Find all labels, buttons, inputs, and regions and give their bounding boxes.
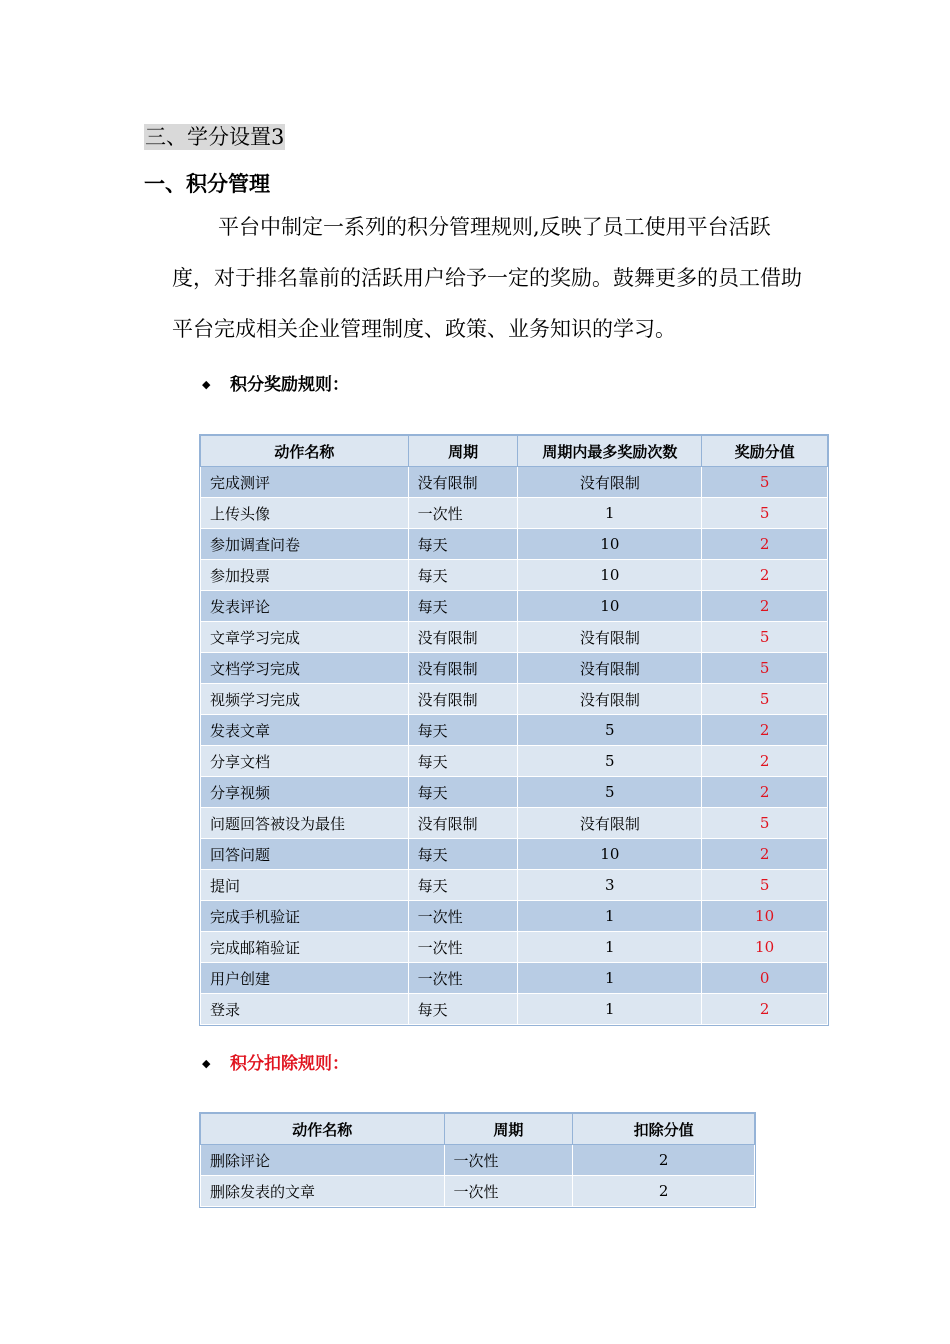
table-cell: 一次性 [408, 901, 518, 932]
table-cell: 每天 [408, 591, 518, 622]
table-cell: 5 [702, 684, 828, 715]
table-cell: 10 [702, 901, 828, 932]
table-cell: 1 [518, 963, 702, 994]
table-cell: 每天 [408, 777, 518, 808]
table-cell: 参加调查问卷 [201, 529, 409, 560]
table-cell: 参加投票 [201, 560, 409, 591]
table-cell: 1 [518, 498, 702, 529]
table-row [201, 746, 828, 777]
table-cell: 分享视频 [201, 777, 409, 808]
table-cell: 视频学习完成 [201, 684, 409, 715]
table-cell: 2 [702, 560, 828, 591]
table-row [201, 498, 828, 529]
table-cell: 发表评论 [201, 591, 409, 622]
table-cell: 2 [702, 715, 828, 746]
table-cell: 10 [518, 839, 702, 870]
table-cell: 5 [518, 715, 702, 746]
table-cell: 没有限制 [518, 622, 702, 653]
table-cell: 文档学习完成 [201, 653, 409, 684]
table-cell: 2 [573, 1176, 755, 1207]
table-cell: 5 [702, 467, 828, 498]
table-row [201, 560, 828, 591]
table-cell: 10 [518, 560, 702, 591]
table-cell: 2 [702, 529, 828, 560]
table-row [201, 870, 828, 901]
column-header: 动作名称 [201, 436, 409, 467]
table-cell: 上传头像 [201, 498, 409, 529]
table-cell: 一次性 [444, 1145, 573, 1176]
reward-rules-title: 积分奖励规则： [230, 375, 349, 395]
table-cell: 2 [702, 839, 828, 870]
table-cell: 每天 [408, 560, 518, 591]
table-cell: 每天 [408, 994, 518, 1025]
table-cell: 删除发表的文章 [201, 1176, 445, 1207]
table-row [201, 994, 828, 1025]
table-cell: 2 [702, 994, 828, 1025]
table-cell: 没有限制 [408, 684, 518, 715]
table-row [201, 932, 828, 963]
table-row [201, 529, 828, 560]
table-cell: 1 [518, 901, 702, 932]
table-cell: 没有限制 [518, 684, 702, 715]
table-cell: 2 [702, 746, 828, 777]
diamond-bullet-icon: ◆ [202, 378, 211, 391]
table-cell: 没有限制 [408, 622, 518, 653]
table-row [201, 622, 828, 653]
deduction-rules-heading [202, 1052, 349, 1076]
table-cell: 5 [702, 808, 828, 839]
table-cell: 每天 [408, 715, 518, 746]
intro-paragraph [172, 202, 812, 355]
table-cell: 5 [702, 622, 828, 653]
table-row [201, 591, 828, 622]
table-cell: 10 [518, 591, 702, 622]
table-cell: 文章学习完成 [201, 622, 409, 653]
section-heading: 三、学分设置3 [145, 125, 285, 149]
table-row [201, 684, 828, 715]
table-header-row [201, 1114, 755, 1145]
table-cell: 5 [702, 653, 828, 684]
table-cell: 没有限制 [408, 808, 518, 839]
table-row [201, 653, 828, 684]
table-cell: 2 [702, 777, 828, 808]
table-cell: 完成手机验证 [201, 901, 409, 932]
table-cell: 用户创建 [201, 963, 409, 994]
table-cell: 每天 [408, 870, 518, 901]
intro-paragraph-text: 平台中制定一系列的积分管理规则,反映了员工使用平台活跃度，对于排名靠前的活跃用户给予一定的奖励。鼓舞更多的员工借助平台完成相关企业管理制度、政策、业务知识的学习。 [172, 215, 802, 341]
table-cell: 5 [702, 870, 828, 901]
table-cell: 一次性 [408, 498, 518, 529]
table-cell: 没有限制 [408, 653, 518, 684]
table-cell: 删除评论 [201, 1145, 445, 1176]
table-cell: 完成邮箱验证 [201, 932, 409, 963]
table-cell: 每天 [408, 529, 518, 560]
table-cell: 2 [702, 591, 828, 622]
table-row [201, 1176, 755, 1207]
table-row [201, 901, 828, 932]
table-cell: 没有限制 [518, 467, 702, 498]
table-row [201, 715, 828, 746]
table-row [201, 467, 828, 498]
reward-rules-heading [202, 373, 349, 397]
table-cell: 5 [702, 498, 828, 529]
table-header-row [201, 436, 828, 467]
deduction-rules-table [200, 1113, 755, 1207]
table-cell: 发表文章 [201, 715, 409, 746]
table-cell: 回答问题 [201, 839, 409, 870]
table-cell: 分享文档 [201, 746, 409, 777]
column-header: 动作名称 [201, 1114, 445, 1145]
table-cell: 登录 [201, 994, 409, 1025]
column-header: 奖励分值 [702, 436, 828, 467]
table-cell: 10 [702, 932, 828, 963]
table-cell: 每天 [408, 839, 518, 870]
table-cell: 5 [518, 777, 702, 808]
table-cell: 没有限制 [518, 653, 702, 684]
table-cell: 一次性 [444, 1176, 573, 1207]
table-cell: 完成测评 [201, 467, 409, 498]
table-cell: 提问 [201, 870, 409, 901]
table-cell: 一次性 [408, 932, 518, 963]
column-header: 周期 [444, 1114, 573, 1145]
table-row [201, 963, 828, 994]
table-row [201, 808, 828, 839]
table-cell: 每天 [408, 746, 518, 777]
column-header: 周期内最多奖励次数 [518, 436, 702, 467]
table-cell: 没有限制 [408, 467, 518, 498]
reward-rules-table [200, 435, 828, 1025]
table-cell: 5 [518, 746, 702, 777]
column-header: 周期 [408, 436, 518, 467]
table-cell: 没有限制 [518, 808, 702, 839]
table-cell: 1 [518, 932, 702, 963]
table-cell: 问题回答被设为最佳 [201, 808, 409, 839]
table-cell: 0 [702, 963, 828, 994]
table-row [201, 777, 828, 808]
table-cell: 1 [518, 994, 702, 1025]
table-cell: 3 [518, 870, 702, 901]
table-row [201, 1145, 755, 1176]
table-cell: 10 [518, 529, 702, 560]
table-cell: 一次性 [408, 963, 518, 994]
column-header: 扣除分值 [573, 1114, 755, 1145]
page-title: 一、积分管理 [144, 172, 270, 196]
deduction-rules-title: 积分扣除规则： [230, 1054, 349, 1074]
table-cell: 2 [573, 1145, 755, 1176]
diamond-bullet-icon: ◆ [202, 1057, 211, 1070]
table-row [201, 839, 828, 870]
